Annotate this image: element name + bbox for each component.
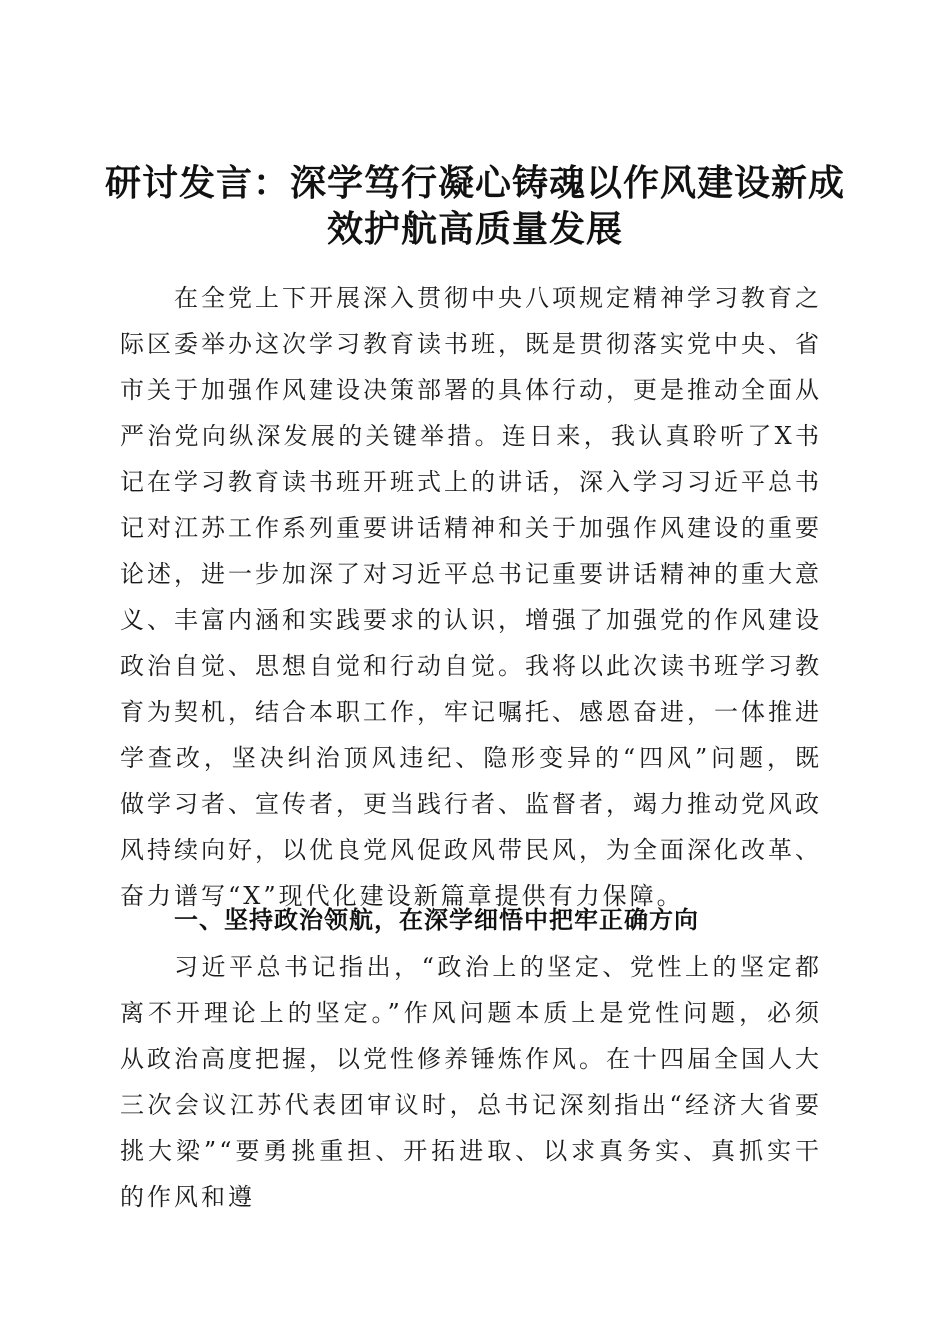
document-title: 研讨发言：深学笃行凝心铸魂以作风建设新成效护航高质量发展 xyxy=(104,162,845,251)
section-paragraph: 习近平总书记指出，“政治上的坚定、党性上的坚定都离不开理论上的坚定。”作风问题本质上是党性问题，必须从政治高度把握，以党性修养锤炼作风。在十四届全国人大三次会议江苏代表团审议时，总书记深刻指出“经济大省要挑大梁”“要勇挑重担、开拓进取、以求真务实、真抓实干的作风和遵 xyxy=(120,953,822,1211)
section-heading: 一、坚持政治领航，在深学细悟中把牢正确方向 xyxy=(174,906,699,934)
intro-paragraph: 在全党上下开展深入贯彻中央八项规定精神学习教育之际区委举办这次学习教育读书班，既是贯彻落实党中央、省市关于加强作风建设决策部署的具体行动，更是推动全面从严治党向纵深发展的关键举措。连日来，我认真聆听了X书记在学习教育读书班开班式上的讲话，深入学习习近平总书记对江苏工作系列重要讲话精神和关于加强作风建设的重要论述，进一步加深了对习近平总书记重要讲话精神的重大意义、丰富内涵和实践要求的认识，增强了加强党的作风建设政治自觉、思想自觉和行动自觉。我将以此次读书班学习教育为契机，结合本职工作，牢记嘱托、感恩奋进，一体推进学查改，坚决纠治顶风违纪、隐形变异的“四风”问题，既做学习者、宣传者，更当践行者、监督者，竭力推动党风政风持续向好，以优良党风促政风带民风，为全面深化改革、奋力谱写“X”现代化建设新篇章提供有力保障。 xyxy=(120,284,822,910)
